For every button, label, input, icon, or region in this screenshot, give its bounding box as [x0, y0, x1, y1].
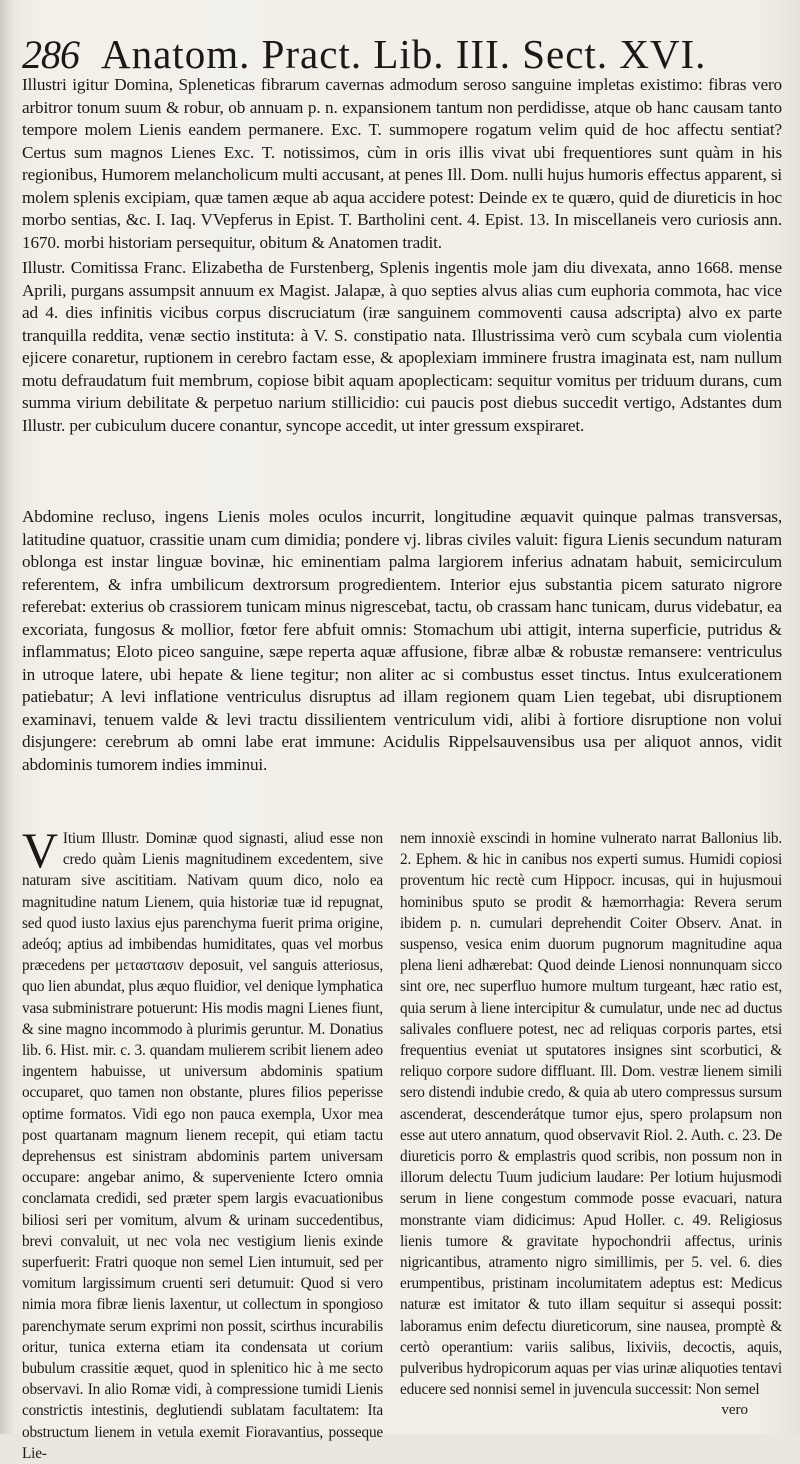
right-column [400, 828, 782, 1400]
running-title: Anatom. Pract. Lib. III. Sect. XVI. [101, 31, 707, 77]
paragraph-1: Illustri igitur Domina, Spleneticas fibrarum cavernas admodum seroso sanguine impletas existimo: fibras vero arbitror tonum suum & robur, ob annuam p. n. expansionem tantum non perdidisse, atque ob hanc causam tanto tempore molem Lienis eandem permanere. Exc. T. summopere rogatum velim quid de hoc affectu sentiat? Certus sum magnos Lienes Exc. T. notissimos, cùm in oris illis vivat ubi frequentiores sunt quàm in his regionibus, Humorem melancholicum multi accusant, at penes Ill. Dom. nulli hujus humoris effectus apparent, si molem splenis excipiam, quæ tamen æque ab aqua accidere potest: Deinde ex te quæro, quid de diureticis in hoc morbo sentias, &c. I. Iaq. VVepferus in Epist. T. Bartholini cent. 4. Epist. 13. In miscellaneis vero curiosis ann. 1670. morbi historiam persequitur, obitum & Anatomen tradit. [22, 75, 782, 252]
paragraph-3: Abdomine recluso, ingens Lienis moles oculos incurrit, longitudine æquavit quinque palmas transversas, latitudine quatuor, crassitie unam cum dimidia; pondere vj. libras civiles valuit: figura Lienis secundum naturam oblonga est instar linguæ bovinæ, hic eminentiam palma largiorem inferius adnatam habuit, semicirculum referentem, & infra umbilicum dextrorsum progredientem. Interior ejus substantia picem saturato nigrore referebat: exterius ob crassiorem tunicam minus nigrescebat, tactu, ob crassam hanc tunicam, durus videbatur, ea excoriata, fungosus & mollior, fœtor fere abfuit omnis: Stomachum ubi attigit, interna superficie, putridus & inflammatus; Eloto piceo sanguine, sæpe reperta aquæ affusione, fibræ albæ & robustæ remansere: ventriculus in utroque latere, ubi hepate & liene tegitur; non aliter ac si combustus esset tinctus. Intus exulcerationem patiebatur; A levi inflatione ventriculus disruptus ad illam regionem quam Lien tegebat, ubi disruptionem examinavi, tenuem valde & levi tractu dissilientem ventriculum vidi, alibi à fortiore disruptione non volui disjungere: cerebrum ab omni labe erat immune: Acidulis Rippelsauvensibus usa per aliquot annos, vidit abdominis tumorem indies imminui. [22, 507, 782, 775]
right-column-text: nem innoxiè exscindi in homine vulnerato narrat Ballonius lib. 2. Ephem. & hic in canibus nos experti sumus. Humidi copiosi proventum hic rectè cum Hippocr. incusas, qui in hujusmoui hominibus sputo se prodit & hæmorrhagia: Revera serum ibidem p. n. cumulari deprehendit Coiter Observ. Anat. in suspenso, vesica enim duorum pugnorum magnitudine aqua plena lieni adhærebat: Quod deinde Lienosi nonnunquam sicco sint ore, nec superfluo humore multum turgeant, hæc ratio est, quia serum à liene intercipitur & cumulatur, unde nec ad ductus salivales confluere potest, nec ad reliquas corporis partes, etsi frequentius eveniat ut sputatores insignes sint scorbutici, & reliquo corpore sudore diffluant. Ill. Dom. vestræ lienem simili sero distendi indubie credo, & quia ab utero compressus sursum ascenderat, descenderátque tumor ejus, spero prolapsum non esse aut utero annatum, quod observavit Riol. 2. Auth. c. 23. De diureticis porro & emplastris quod scribis, non possum non in illorum delectu Tuum judicium laudare: Per lotium hujusmodi serum in liene congestum commode posse evacuari, natura monstrante viam didicimus: Apud Holler. c. 49. Religiosus lienis tumore & gravitate hypochondrii affectus, urinis nigricantibus, atramento nigro simillimis, per 5. vel. 6. dies erumpentibus, pristinam incolumitatem adeptus est: Medicus naturæ est imitator & tuto illam sequitur si assequi possit: laboramus enim defectu diureticorum, sine nausea, promptè & certò operantium: variis salibus, lixiviis, decoctis, aquis, pulveribus hydropicorum aquas per vias urinæ aliquoties tentavi educere sed nonnisi semel in juvencula successit: Non semel [400, 830, 782, 1399]
left-column [22, 822, 383, 1464]
left-column-text: Itium Illustr. Dominæ quod signasti, aliud esse non credo quàm Lienis magnitudinem excedentem, sive naturam sive ascititiam. Nativam quum dico, nolo ea magnitudine natum Lienem, quia historiæ tuæ id repugnat, sed quod iusto laxius ejus parenchyma fuerit prima origine, adeóq; aptius ad imbibendas humiditates, quas vel morbus præcedens per μεταστασιν deposuit, vel sanguis atteriosus, quo lien abundat, plus æquo fluidior, vel denique lymphatica vasa subministrare potuerunt: His modis magni Lienes fiunt, & sine magno incommodo à plurimis geruntur. M. Donatius lib. 6. Hist. mir. c. 3. quandam mulierem scribit lienem adeo ingentem habuisse, ut universum abdominis spatium occuparet, quo tamen non obstante, plures filios peperisse optime formatos. Vidi ego non pauca exempla, Uxor mea post quartanam magnum lienem recepit, qui etiam tactu deprehensus est sinistram abdominis partem universam occupare: angebar animo, & superveniente Ictero omnia conclamata credidi, sed præter spem largis evacuationibus biliosi seri per vomitum, alvum & urinam succedentibus, brevi convaluit, ut nec vola nec vestigium lienis exinde superfuerit: Fratri quoque non semel Lien intumuit, sed per vomitum largissimum cruenti seri detumuit: Quod si vero nimia mora fibræ lienis laxentur, ut collectum in spongioso parenchymate serum exprimi non possit, scirthus incurabilis oritur, tunica externa etiam ita condensata ut corium bubulum crassitie æquet, quod in splenitico hic à me secto observavi. In alio Romæ vidi, à compressione tumidi Lienis constrictis intestinis, deglutiendi sublatam facultatem: Ita obstructum lienem in vetula exemit Fioravantius, posseque Lie- [22, 830, 383, 1462]
page-number: 286 [22, 32, 79, 77]
catchword: vero [721, 1402, 748, 1418]
paragraph-2: Illustr. Comitissa Franc. Elizabetha de Furstenberg, Splenis ingentis mole jam diu divexata, anno 1668. mense Aprili, purgans assumpsit annuum ex Magist. Jalapæ, à quo septies alvus alias cum euphoria commota, hac vice ad 4. dies infinitis vicibus corpus discruciatum (iræ sanguinem commoventi causa adscripta) alvo ex parte tranquilla reddita, venæ sectio instituta: à V. S. constipatio nata. Illustrissima verò cum scybala cum violentia ejicere conaretur, ruptionem in cerebro factam esse, & apoplexiam imminere frustra imaginata est, nam nullum motu defraudatum fuit membrum, copiose bibit aquam apoplecticam: sequitur vomitus per triduum durans, cum summa virium debilitate & perpetuo narium stillicidio: cui paucis post diebus succedit vertigo, Adstantes dum Illustr. per cubiculum ducere conantur, syncope accedit, ut inter gressum exspiraret. [22, 258, 782, 435]
drop-cap: V [22, 822, 58, 878]
